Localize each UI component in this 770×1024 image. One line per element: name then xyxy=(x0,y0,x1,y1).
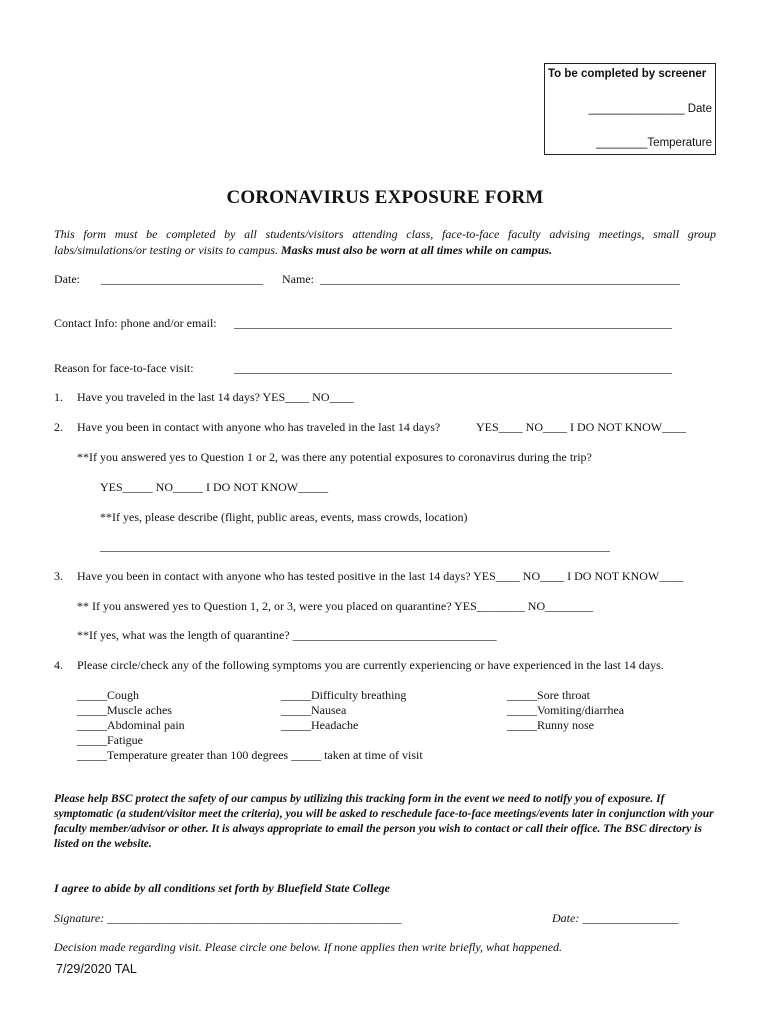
symptom-sore-throat[interactable]: _____Sore throat xyxy=(507,688,590,702)
date-label: Date: xyxy=(54,272,80,286)
screener-box xyxy=(544,63,716,155)
screener-date-line[interactable]: _______________ Date xyxy=(588,103,712,115)
symptom-muscle-aches[interactable]: _____Muscle aches xyxy=(77,703,172,717)
screener-temperature-line[interactable]: ________Temperature xyxy=(596,137,712,149)
form-title: CORONAVIRUS EXPOSURE FORM xyxy=(226,187,544,208)
footer-date: 7/29/2020 TAL xyxy=(56,962,137,976)
symptom-nausea[interactable]: _____Nausea xyxy=(281,703,347,717)
symptom-fatigue[interactable]: _____Fatigue xyxy=(77,733,143,747)
q3-quarantine[interactable]: ** If you answered yes to Question 1, 2, or 3, were you placed on quarantine? YES________ NO________ xyxy=(77,599,594,613)
symptom-runny-nose[interactable]: _____Runny nose xyxy=(507,718,594,732)
q2-text: Have you been in contact with anyone who has traveled in the last 14 days? xyxy=(77,420,441,434)
symptom-abdominal-pain[interactable]: _____Abdominal pain xyxy=(77,718,185,732)
symptom-vomiting-diarrhea[interactable]: _____Vomiting/diarrhea xyxy=(507,703,625,717)
symptom-difficulty-breathing[interactable]: _____Difficulty breathing xyxy=(281,688,407,702)
agreement-statement: I agree to abide by all conditions set forth by Bluefield State College xyxy=(54,881,390,895)
q3-number: 3. xyxy=(54,569,63,583)
q3-quarantine-length[interactable]: **If yes, what was the length of quarantine? __________________________________ xyxy=(77,628,497,642)
screener-title: To be completed by screener xyxy=(548,68,707,80)
q1-number: 1. xyxy=(54,390,63,404)
decision-instructions: Decision made regarding visit. Please circle one below. If none applies then write briefly, what happened. xyxy=(54,940,563,954)
q2-number: 2. xyxy=(54,420,63,434)
intro-text: This form must be completed by all students/visitors attending class, face-to-face faculty advising meetings, small group labs/simulations/or testing or visits to campus. xyxy=(54,227,716,257)
q4-text: Please circle/check any of the following symptoms you are currently experiencing or have experienced in the last 14 days. xyxy=(77,658,664,672)
q2-followup-answers[interactable]: YES_____ NO_____ I DO NOT KNOW_____ xyxy=(100,480,329,494)
q2-followup: **If you answered yes to Question 1 or 2, was there any potential exposures to coronavirus during the trip? xyxy=(77,450,592,464)
intro-mask-notice: Masks must also be worn at all times while on campus. xyxy=(281,243,553,257)
signature-date-field[interactable]: Date: ________________ xyxy=(552,911,679,925)
q3-text[interactable]: Have you been in contact with anyone who has tested positive in the last 14 days? YES____ NO____ I DO NOT KNOW____ xyxy=(77,569,684,583)
reason-field[interactable]: _________________________________________________________________________ xyxy=(234,361,672,375)
q4-number: 4. xyxy=(54,658,63,672)
date-field[interactable]: ___________________________ xyxy=(101,272,263,286)
signature-field[interactable]: Signature: _________________________________________________ xyxy=(54,911,402,925)
symptom-temperature[interactable]: _____Temperature greater than 100 degrees _____ taken at time of visit xyxy=(77,748,423,762)
q2-describe: **If yes, please describe (flight, public areas, events, mass crowds, location) xyxy=(100,510,468,524)
name-label: Name: xyxy=(282,272,314,286)
q1-text[interactable]: Have you traveled in the last 14 days? YES____ NO____ xyxy=(77,390,354,404)
reason-label: Reason for face-to-face visit: xyxy=(54,361,194,375)
contact-field[interactable]: _________________________________________________________________________ xyxy=(234,316,672,330)
intro-paragraph xyxy=(54,226,716,258)
symptom-headache[interactable]: _____Headache xyxy=(281,718,359,732)
q2-answers[interactable]: YES____ NO____ I DO NOT KNOW____ xyxy=(476,420,687,434)
safety-notice: Please help BSC protect the safety of our campus by utilizing this tracking form in the event we need to notify you of exposure. If symptomatic (a student/visitor meet the criteria), you will be asked to reschedule face-to-face meetings/events later in conjunction with your faculty member/advisor or other. It is always appropriate to email the person you wish to contact or call their office. The BSC directory is listed on the website. xyxy=(54,793,714,850)
q2-describe-field[interactable]: _____________________________________________________________________________________ xyxy=(100,539,610,553)
symptom-cough[interactable]: _____Cough xyxy=(77,688,140,702)
contact-label: Contact Info: phone and/or email: xyxy=(54,316,217,330)
name-field[interactable]: ____________________________________________________________ xyxy=(320,272,680,286)
